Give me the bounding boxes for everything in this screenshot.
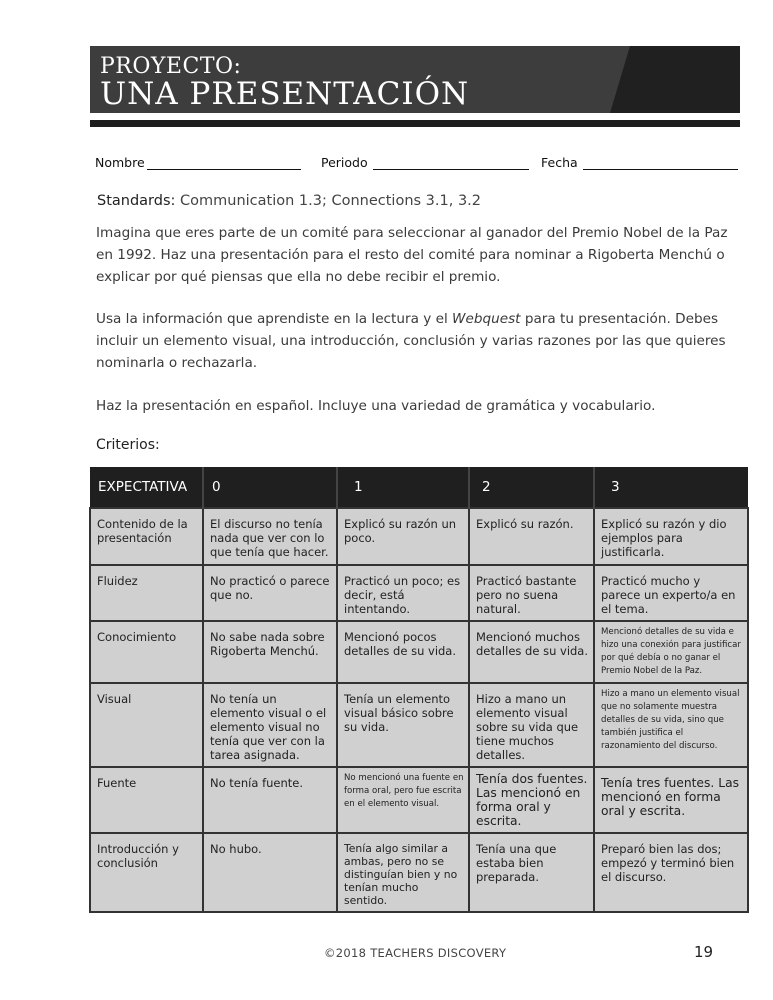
periodo-line[interactable] (373, 155, 529, 170)
score-0-cell: No tenía un elemento visual o el elemento visual no tenía que ver con la tarea asignada. (203, 683, 337, 767)
criterion-cell: Conocimiento (90, 621, 203, 683)
standards-label: Standards: (97, 193, 176, 209)
criterion-cell: Visual (90, 683, 203, 767)
copyright-footer: ©2018 TEACHERS DISCOVERY (324, 946, 507, 960)
instructions-paragraph-2 (96, 308, 736, 374)
instructions-paragraph-1: Imagina que eres parte de un comité para seleccionar al ganador del Premio Nobel de la Paz en 1992. Haz una presentación para el resto del comité para nominar a Rigoberta Menchú o explicar por qué piensas que ella no debe recibir el premio. (96, 225, 728, 285)
criterion-cell: Fuente (90, 767, 203, 833)
rubric-row-contenido (90, 508, 748, 565)
score-1-cell: Mencionó pocos detalles de su vida. (337, 621, 469, 683)
score-3-cell: Explicó su razón y dio ejemplos para justificarla. (594, 508, 748, 565)
page-number: 19 (694, 943, 714, 961)
score-0-cell: No hubo. (203, 833, 337, 912)
score-2-cell: Hizo a mano un elemento visual sobre su vida que tiene muchos detalles. (469, 683, 594, 767)
score-3-cell: Practicó mucho y parece un experto/a en el tema. (594, 565, 748, 621)
score-1-cell: Tenía un elemento visual básico sobre su vida. (337, 683, 469, 767)
score-0-cell: No tenía fuente. (203, 767, 337, 833)
score-1-cell: Explicó su razón un poco. (337, 508, 469, 565)
score-2-cell: Explicó su razón. (469, 508, 594, 565)
score-3-cell: Hizo a mano un elemento visual que no solamente muestra detalles de su vida, sino que también justifica el razonamiento del discurso. (594, 683, 748, 767)
nombre-field[interactable] (95, 155, 301, 170)
nombre-line[interactable] (147, 155, 301, 170)
header-expectativa: EXPECTATIVA (90, 467, 203, 508)
criterion-cell: Contenido de la presentación (90, 508, 203, 565)
criterion-cell: Introducción y conclusión (90, 833, 203, 912)
fecha-label: Fecha (541, 155, 578, 170)
webquest-term: Webquest (452, 311, 521, 327)
header-score-3: 3 (594, 467, 748, 508)
rubric-row-conocimiento (90, 621, 748, 683)
header-score-1: 1 (337, 467, 469, 508)
rubric-table (89, 467, 749, 913)
rubric-header-row (90, 467, 748, 508)
rubric-row-fuente (90, 767, 748, 833)
score-2-cell: Tenía una que estaba bien preparada. (469, 833, 594, 912)
score-3-cell: Mencionó detalles de su vida e hizo una conexión para justificar por qué debía o no ganar el Premio Nobel de la Paz. (594, 621, 748, 683)
criterion-cell: Fluidez (90, 565, 203, 621)
score-0-cell: No sabe nada sobre Rigoberta Menchú. (203, 621, 337, 683)
score-2-cell: Mencionó muchos detalles de su vida. (469, 621, 594, 683)
score-1-cell: No mencionó una fuente en forma oral, pero fue escrita en el elemento visual. (337, 767, 469, 833)
periodo-label: Periodo (321, 155, 368, 170)
header-score-2: 2 (469, 467, 594, 508)
score-0-cell: No practicó o parece que no. (203, 565, 337, 621)
rubric-row-visual (90, 683, 748, 767)
p2-text-before: Usa la información que aprendiste en la lectura y el (96, 311, 453, 327)
p2-text-after: para tu presentación. Debes incluir un elemento visual, una introducción, conclusión y varias razones por las que quieres nominarla o rechazarla. (96, 311, 726, 371)
score-3-cell: Tenía tres fuentes. Las mencionó en forma oral y escrita. (594, 767, 748, 833)
criterios-heading: Criterios: (96, 437, 160, 453)
student-info-fields (95, 155, 740, 175)
score-1-cell: Practicó un poco; es decir, está intentando. (337, 565, 469, 621)
nombre-label: Nombre (95, 155, 145, 170)
score-2-cell: Practicó bastante pero no suena natural. (469, 565, 594, 621)
rubric-row-introduccion (90, 833, 748, 912)
score-0-cell: El discurso no tenía nada que ver con lo que tenía que hacer. (203, 508, 337, 565)
title-line-1: PROYECTO: (100, 54, 242, 79)
banner-dark-accent (610, 46, 740, 113)
score-2-cell: Tenía dos fuentes. Las mencionó en forma oral y escrita. (469, 767, 594, 833)
score-1-cell: Tenía algo similar a ambas, pero no se distinguían bien y no tenían mucho sentido. (337, 833, 469, 912)
instructions-paragraph-3: Haz la presentación en español. Incluye una variedad de gramática y vocabulario. (96, 398, 656, 414)
periodo-field[interactable] (321, 155, 529, 170)
header-score-0: 0 (203, 467, 337, 508)
score-3-cell: Preparó bien las dos; empezó y terminó bien el discurso. (594, 833, 748, 912)
fecha-line[interactable] (583, 155, 738, 170)
standards-value: Communication 1.3; Connections 3.1, 3.2 (175, 193, 482, 209)
fecha-field[interactable] (541, 155, 738, 170)
title-line-2: UNA PRESENTACIÓN (100, 76, 470, 112)
rubric-row-fluidez (90, 565, 748, 621)
title-banner (90, 46, 740, 113)
title-divider (90, 120, 740, 127)
standards-line (97, 193, 481, 209)
